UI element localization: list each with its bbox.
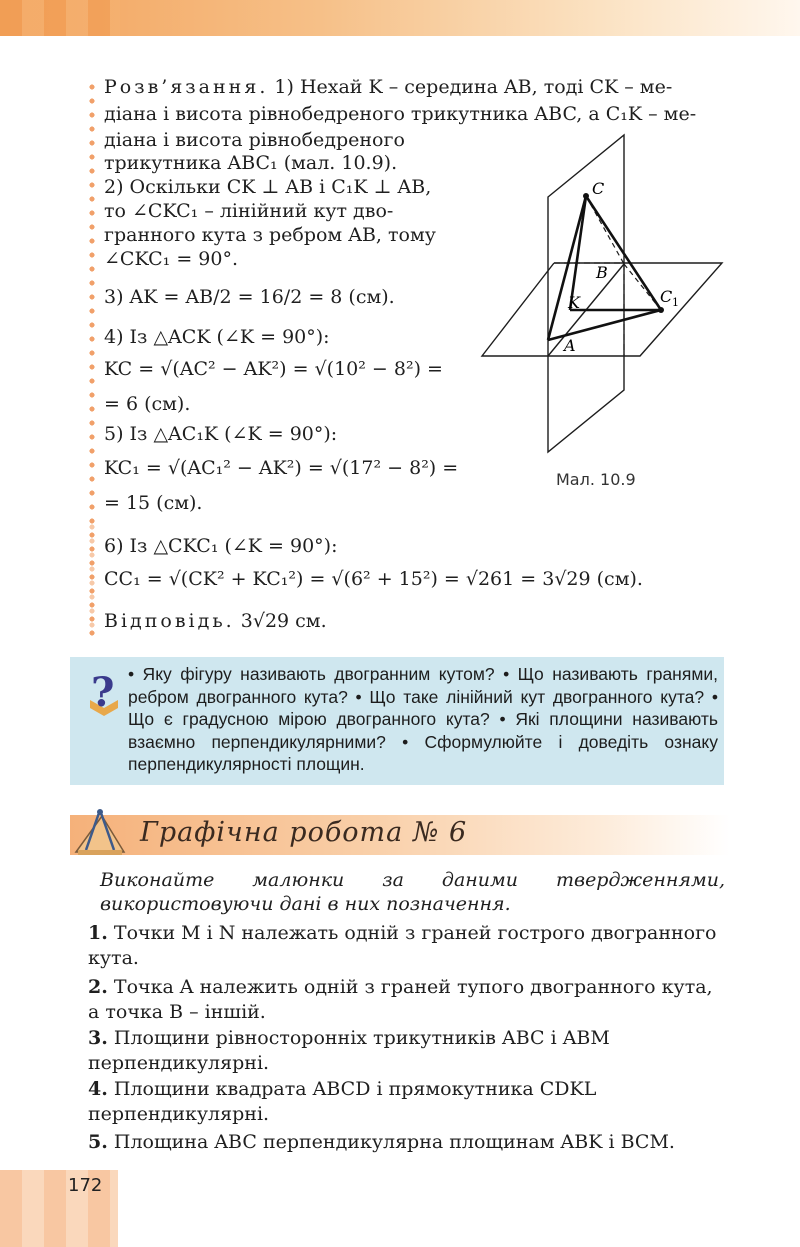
task-number: 3. [88, 1027, 108, 1049]
solution-line-6: то ∠CKC₁ – лінійний кут дво- [104, 200, 394, 222]
drawing-tools-icon [72, 806, 128, 860]
label-c: C [592, 179, 605, 198]
task-number: 2. [88, 976, 108, 998]
task-item [88, 921, 728, 971]
solution-line-8: ∠CKC₁ = 90°. [104, 248, 239, 270]
solution-line-4: трикутника ABC₁ (мал. 10.9). [104, 152, 398, 174]
solution-line-16: 6) Із △CKC₁ (∠K = 90°): [104, 535, 338, 557]
solution-line-13: 5) Із △AC₁K (∠K = 90°): [104, 423, 338, 445]
task-number: 4. [88, 1078, 108, 1100]
question-mark-icon [86, 670, 122, 720]
label-a: A [564, 336, 576, 355]
task-item [88, 1130, 728, 1155]
figure-caption: Мал. 10.9 [556, 470, 636, 489]
solution-line-12: = 6 (см). [104, 393, 191, 415]
top-decoration-bar [0, 0, 800, 36]
questions-text: • Яку фігуру називають двогранним кутом? • Що називають гранями, ребром двогранного кута? • Що таке лінійний кут двогранного кута? • Що є градусною мірою двогранного кута? • Які площини називають взаємно перпендикулярними? • Сформулюйте і доведіть ознаку перпендикулярності площин. [128, 664, 718, 774]
solution-line-10: 4) Із △ACK (∠K = 90°): [104, 326, 330, 348]
page-number: 172 [68, 1175, 103, 1196]
solution-line-15: = 15 (см). [104, 492, 203, 514]
graphic-work-intro: Виконайте малюнки за даними твердженнями, використовуючи дані в них позначення. [100, 869, 725, 915]
solution-heading: Розв’язання. [104, 76, 269, 98]
task-item [88, 1077, 728, 1127]
solution-line-11: KC = √(AC² − AK²) = √(10² − 8²) = [104, 358, 443, 380]
task-text: Точки M і N належать одній з граней гострого двогранного кута. [88, 922, 717, 969]
margin-dots-light [88, 520, 96, 630]
answer-line [104, 610, 327, 633]
answer-value: 3√29 см. [240, 610, 327, 632]
solution-line-1: Розв’язання. 1) Нехай K – середина AB, тоді CK – ме- [104, 76, 673, 98]
task-text: Точка A належить одній з граней тупого двогранного кута, а точка B – іншій. [88, 976, 713, 1023]
task-number: 5. [88, 1131, 108, 1153]
graphic-work-title: Графічна робота № 6 [140, 817, 468, 848]
solution-line-5: 2) Оскільки CK ⊥ AB і C₁K ⊥ AB, [104, 176, 432, 198]
solution-line-14: KC₁ = √(AC₁² − AK²) = √(17² − 8²) = [104, 457, 459, 479]
segment-ca [548, 196, 586, 340]
solution-line-9: 3) AK = AB/2 = 16/2 = 8 (см). [104, 286, 395, 308]
figure-dihedral-angle [478, 130, 728, 460]
solution-line-3: діана і висота рівнобедреного [104, 129, 405, 151]
label-c1: C [660, 287, 673, 306]
svg-text:?: ? [91, 670, 115, 716]
task-item [88, 1026, 728, 1076]
task-item [88, 975, 728, 1025]
point-c [583, 193, 589, 199]
label-b: B [596, 263, 608, 282]
label-k: K [568, 293, 580, 312]
solution-line-17: CC₁ = √(CK² + KC₁²) = √(6² + 15²) = √261 = 3√29 (см). [104, 568, 643, 590]
solution-line-7: гранного кута з ребром AB, тому [104, 224, 436, 246]
point-c1 [658, 307, 664, 313]
task-text: Площина ABC перпендикулярна площинам ABK і BCM. [113, 1131, 675, 1153]
task-text: Площини рівносторонніх трикутників ABC і ABM перпендикулярні. [88, 1027, 610, 1074]
solution-line-2: діана і висота рівнобедреного трикутника ABC, а C₁K – ме- [104, 103, 697, 125]
label-c1-sub: 1 [672, 296, 679, 309]
answer-label: Відповідь. [104, 610, 235, 632]
task-number: 1. [88, 922, 108, 944]
task-text: Площини квадрата ABCD і прямокутника CDKL перпендикулярні. [88, 1078, 597, 1125]
